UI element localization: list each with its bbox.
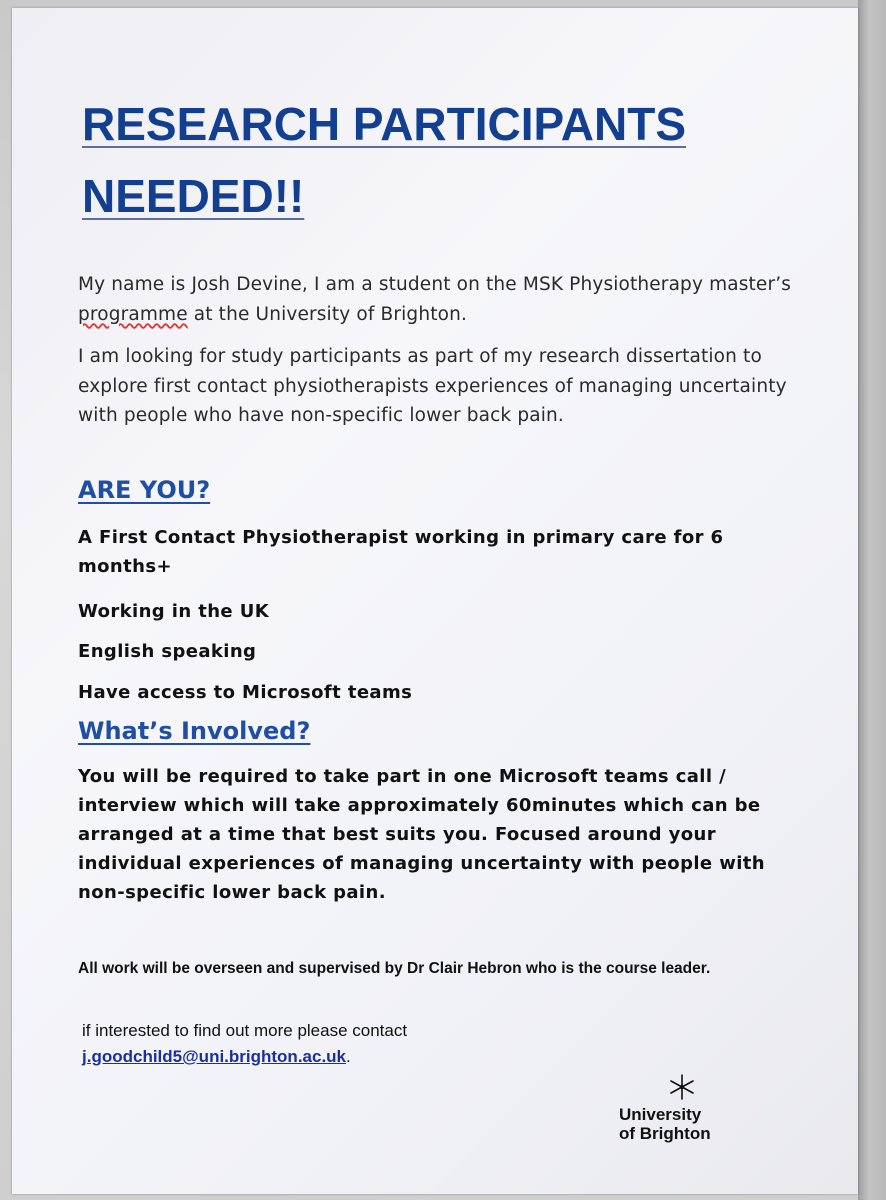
- logo-line-2: of Brighton: [619, 1124, 711, 1143]
- involved-body: You will be required to take part in one Microsoft teams call / interview which will take approximately 60minutes which can be arranged at a time that best suits you. Focused around your individual experiences of managing uncertainty with people with non-specific lower back pain.: [78, 766, 766, 903]
- flyer-page: [12, 8, 858, 1194]
- intro-paragraph-2: I am looking for study participants as part of my research dissertation to explore first contact physiotherapists experiences of managing uncertainty with people who have non-specific lower back pain.: [78, 346, 787, 426]
- intro-text-a: My name is Josh Devine, I am a student on the MSK Physiotherapy master’s: [78, 274, 792, 295]
- intro-text-b: at the University of Brighton.: [187, 303, 467, 325]
- intro-paragraph-1: [78, 270, 808, 329]
- page-title: RESEARCH PARTICIPANTS NEEDED!!: [82, 98, 686, 222]
- criteria-item-4: Have access to Microsoft teams: [78, 682, 413, 703]
- criteria-item-3: English speaking: [78, 641, 257, 662]
- university-logo: [612, 1073, 752, 1143]
- contact-email-line: [82, 1044, 782, 1070]
- star-icon: [668, 1073, 696, 1101]
- intro-spellcheck-word: programme: [78, 303, 188, 325]
- criteria-item-1: A First Contact Physiotherapist working in primary care for 6 months+: [78, 527, 724, 577]
- contact-email-link[interactable]: j.goodchild5@uni.brighton.ac.uk: [82, 1047, 347, 1066]
- criteria-item-2: Working in the UK: [78, 601, 270, 622]
- supervision-note: All work will be overseen and supervised by Dr Clair Hebron who is the course leader.: [78, 960, 711, 977]
- contact-email-suffix: .: [346, 1047, 351, 1066]
- involved-heading: What’s Involved?: [78, 717, 311, 745]
- are-you-heading: ARE YOU?: [78, 476, 211, 504]
- logo-line-1: University: [619, 1105, 702, 1124]
- contact-text: if interested to find out more please contact: [82, 1021, 408, 1040]
- monitor-edge: [858, 0, 886, 1200]
